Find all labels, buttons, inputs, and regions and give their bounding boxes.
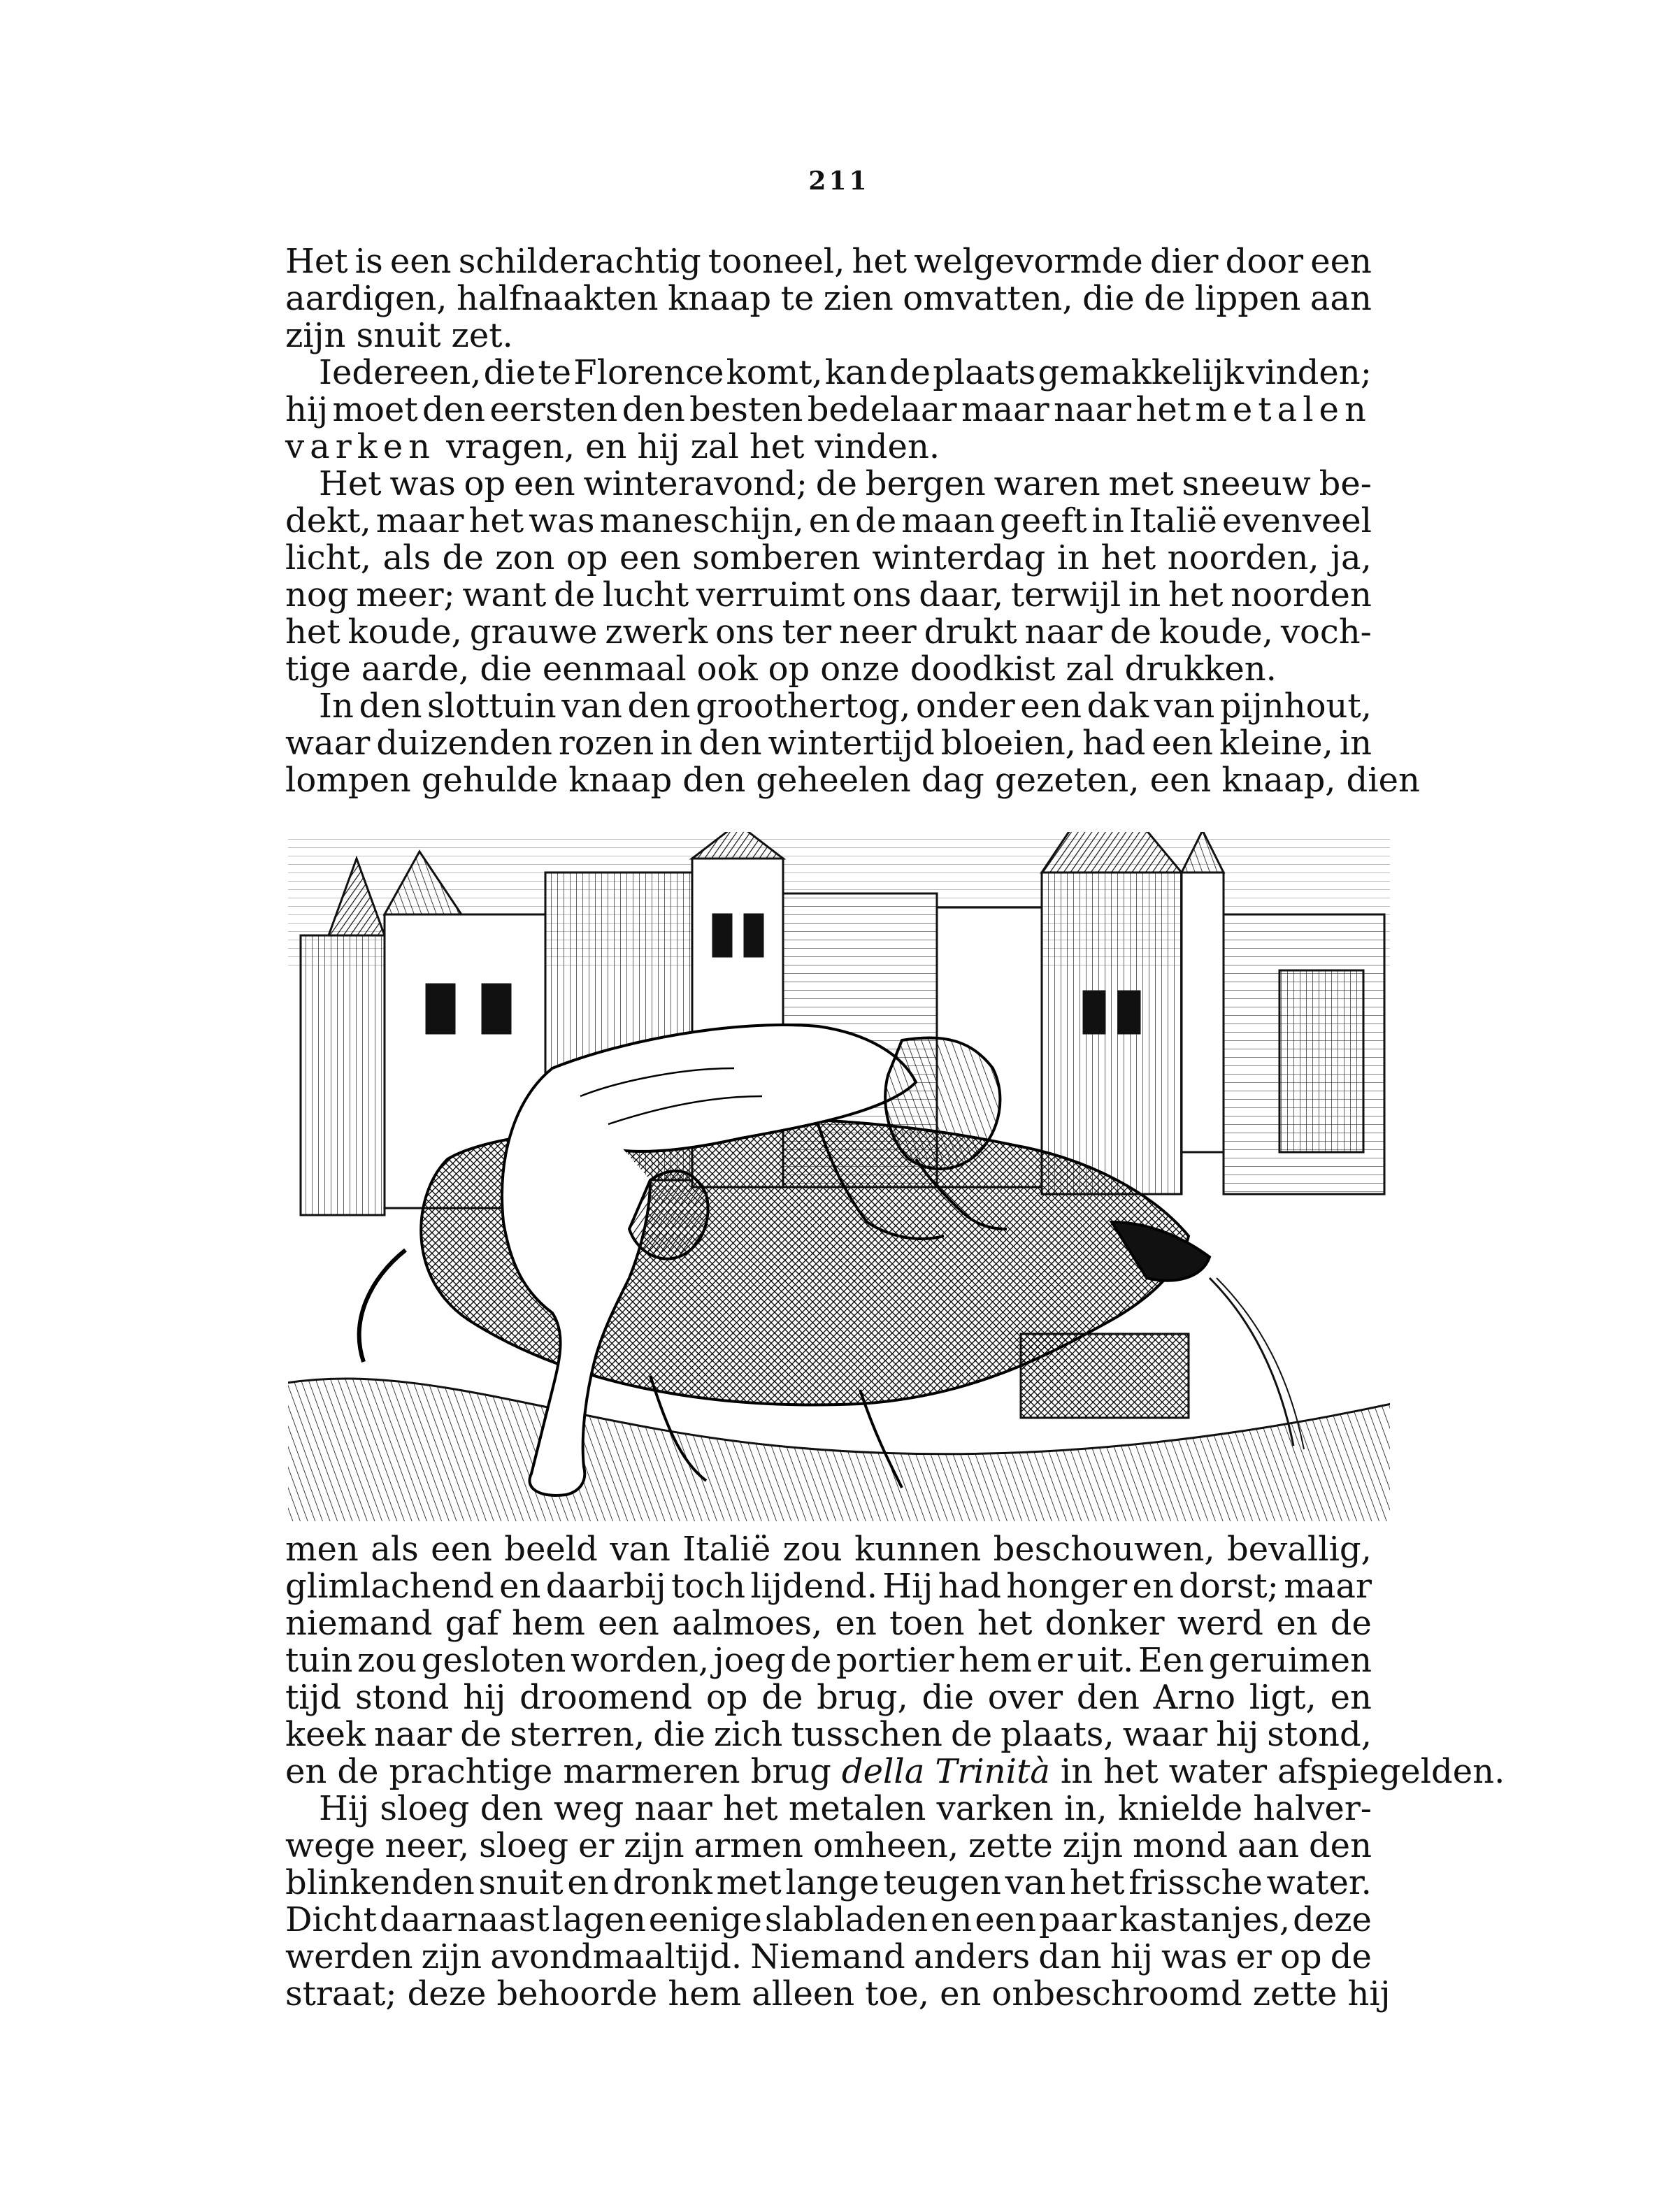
- text-line: niemand gaf hem een aalmoes, en toen het donker werd en de: [285, 1604, 1372, 1643]
- text-line: het koude, grauwe zwerk ons ter neer drukt naar de koude, voch-: [285, 612, 1372, 652]
- text-line: werden zijn avondmaaltijd. Niemand anders dan hij was er op de: [285, 1937, 1372, 1976]
- text-line: aardigen, halfnaakten knaap te zien omvatten, die de lippen aan: [285, 279, 1372, 318]
- text-line: hij moet den eersten den besten bedelaar maar naar het metalen: [285, 390, 1372, 429]
- text-line: lompen gehulde knaap den geheelen dag gezeten, een knaap, dien: [285, 761, 1420, 800]
- text-line: glimlachend en daarbij toch lijdend. Hij had honger en dorst; maar: [285, 1567, 1372, 1606]
- text-line: Het was op een winteravond; de bergen waren met sneeuw be-: [319, 464, 1372, 503]
- text-line: tijd stond hij droomend op de brug, die over den Arno ligt, en: [285, 1678, 1372, 1717]
- text-line: zijn snuit zet.: [285, 316, 513, 355]
- text-line: straat; deze behoorde hem alleen toe, en onbeschroomd zette hij: [285, 1974, 1391, 2013]
- text-line: keek naar de sterren, die zich tusschen de plaats, waar hij stond,: [285, 1715, 1372, 1754]
- text-line: blinkenden snuit en dronk met lange teugen van het frissche water.: [285, 1863, 1372, 1902]
- text-line: wege neer, sloeg er zijn armen omheen, zette zijn mond aan den: [285, 1826, 1372, 1865]
- text-line: Iedereen, die te Florence komt, kan de plaats gemakkelijk vinden;: [319, 353, 1372, 392]
- boy-drinking-from-boar-engraving-icon: [287, 831, 1391, 1523]
- text-line: varken vragen, en hij zal het vinden.: [285, 427, 940, 466]
- text-line: tige aarde, die eenmaal ook op onze doodkist zal drukken.: [285, 649, 1277, 689]
- text-line: men als een beeld van Italië zou kunnen beschouwen, bevallig,: [285, 1530, 1372, 1569]
- text-line: Hij sloeg den weg naar het metalen varken in, knielde halver-: [319, 1789, 1372, 1828]
- text-line: waar duizenden rozen in den wintertijd bloeien, had een kleine, in: [285, 724, 1372, 763]
- text-line: In den slottuin van den groothertog, onder een dak van pijnhout,: [319, 687, 1372, 726]
- text-line: en de prachtige marmeren brug della Trinità in het water afspiegelden.: [285, 1752, 1505, 1791]
- text-line: licht, als de zon op een somberen winterdag in het noorden, ja,: [285, 538, 1372, 577]
- illustration: [287, 831, 1391, 1523]
- text-line: nog meer; want de lucht verruimt ons daar, terwijl in het noorden: [285, 575, 1372, 615]
- text-line: dekt, maar het was maneschijn, en de maan geeft in Italië evenveel: [285, 501, 1372, 540]
- text-line: Dicht daarnaast lagen eenige slabladen en een paar kastanjes, deze: [285, 1900, 1372, 1939]
- bottom-text-block: [285, 1530, 1505, 2013]
- text-line: Het is een schilderachtig tooneel, het welgevormde dier door een: [285, 242, 1372, 281]
- text-line: tuin zou gesloten worden, joeg de portier hem er uit. Een geruimen: [285, 1641, 1372, 1680]
- top-text-block: [285, 242, 1420, 800]
- page-number: 211: [808, 166, 870, 196]
